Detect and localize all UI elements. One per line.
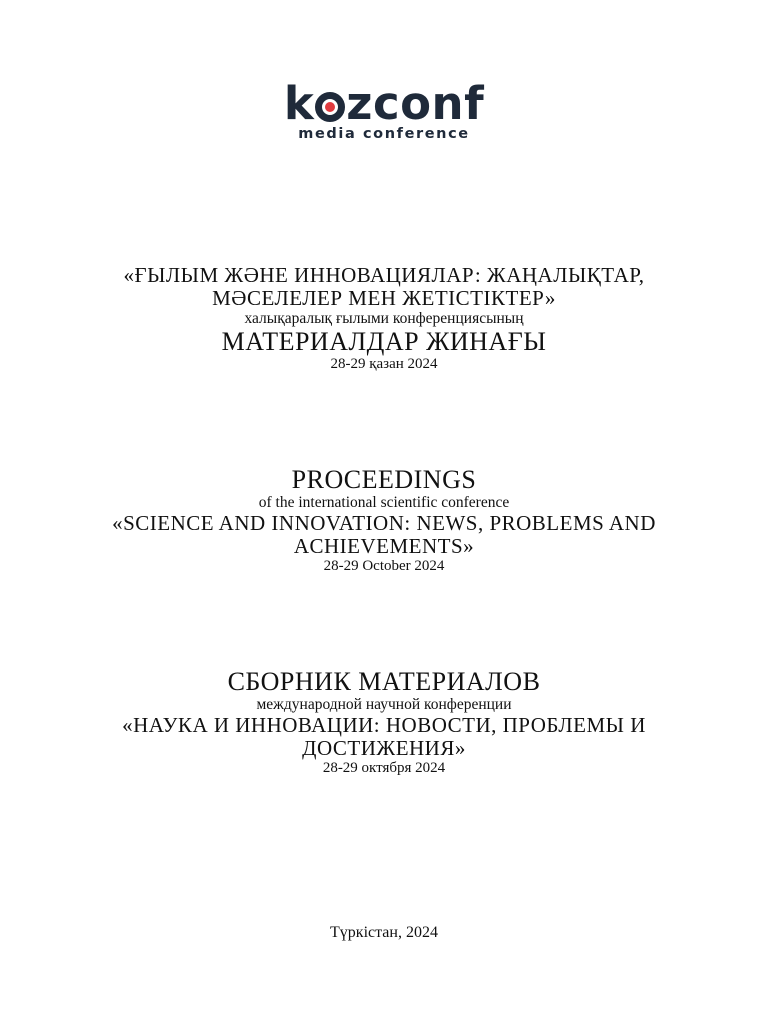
kazakh-section	[40, 264, 728, 373]
footer-place-year: Түркістан, 2024	[330, 924, 438, 941]
english-date: 28-29 October 2024	[323, 558, 445, 574]
english-section	[40, 466, 728, 575]
english-title-line1: «SCIENCE AND INNOVATION: NEWS, PROBLEMS AND	[112, 511, 656, 535]
kazakh-title-line1: «ҒЫЛЫМ ЖӘНЕ ИННОВАЦИЯЛАР: ЖАҢАЛЫҚТАР,	[123, 263, 645, 287]
english-title-line2: ACHIEVEMENTS»	[293, 534, 475, 558]
kazakh-date: 28-29 қазан 2024	[330, 356, 438, 372]
logo-word-post: zconf	[346, 77, 485, 130]
english-heading: PROCEEDINGS	[291, 465, 477, 494]
logo-word-pre: k	[283, 77, 315, 130]
logo-subtitle: media conference	[298, 126, 470, 142]
logo-wordmark	[283, 77, 485, 130]
russian-title-line2: ДОСТИЖЕНИЯ»	[302, 736, 466, 760]
russian-subtitle: международной научной конференции	[256, 696, 512, 713]
russian-section	[40, 668, 728, 777]
russian-heading: СБОРНИК МАТЕРИАЛОВ	[227, 667, 541, 696]
kazakh-title-line2: МӘСЕЛЕЛЕР МЕН ЖЕТІСТІКТЕР»	[212, 286, 556, 310]
kazakh-heading: МАТЕРИАЛДАР ЖИНАҒЫ	[221, 327, 547, 356]
logo-ring-icon	[315, 92, 345, 122]
russian-title-line1: «НАУКА И ИННОВАЦИИ: НОВОСТИ, ПРОБЛЕМЫ И	[122, 713, 646, 737]
kazakh-subtitle: халықаралық ғылыми конференциясының	[244, 310, 524, 327]
kazconf-logo	[0, 77, 768, 142]
russian-date: 28-29 октября 2024	[322, 760, 446, 776]
english-subtitle: of the international scientific conference	[258, 494, 510, 511]
